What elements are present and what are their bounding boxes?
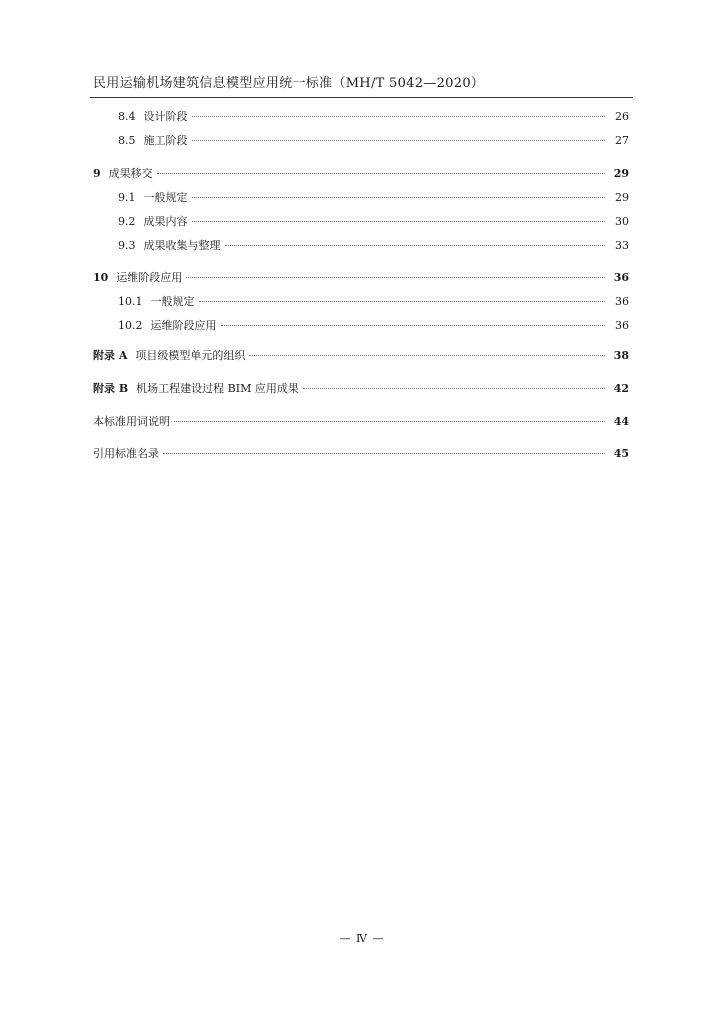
toc-entry-8-5[interactable] [118, 131, 629, 149]
toc-entry-9-2[interactable] [118, 212, 629, 230]
toc-entry-number: 10.1 [118, 294, 143, 308]
toc-entry-number: 8.5 [118, 133, 136, 147]
toc-entry-title: 成果移交 [108, 167, 153, 180]
toc-leader-dots [174, 421, 605, 422]
toc-entry-page: 36 [615, 318, 629, 332]
toc-entry-10-1[interactable] [118, 292, 629, 310]
running-header: 民用运输机场建筑信息模型应用统一标准（MH/T 5042—2020） [93, 76, 485, 91]
toc-entry-number: 9.2 [118, 214, 136, 228]
toc-leader-dots [192, 140, 606, 141]
toc-entry-title: 引用标准名录 [93, 447, 159, 460]
toc-entry-title: 项目级模型单元的组织 [135, 349, 246, 362]
toc-entry-title: 施工阶段 [143, 134, 188, 147]
toc-entry-number: 附录 A [93, 349, 128, 362]
toc-leader-dots [163, 453, 605, 454]
toc-entry-9-3[interactable] [118, 236, 629, 254]
toc-entry-page: 45 [613, 446, 629, 460]
toc-entry-number: 附录 B [93, 382, 129, 395]
toc-entry-number: 8.4 [118, 109, 136, 123]
toc-entry-page: 33 [615, 238, 629, 252]
toc-entry-title: 一般规定 [150, 295, 195, 308]
page-number: — Ⅳ — [339, 932, 385, 945]
toc-leader-dots [249, 355, 605, 356]
toc-entry-page: 27 [615, 133, 629, 147]
toc-entry-number: 10.2 [118, 318, 143, 332]
toc-entry-page: 26 [615, 109, 629, 123]
toc-leader-dots [157, 173, 605, 174]
toc-entry-number: 9.1 [118, 190, 136, 204]
toc-leader-dots [199, 301, 606, 302]
toc-entry-number: 9 [93, 166, 101, 180]
toc-leader-dots [303, 388, 605, 389]
toc-leader-dots [221, 325, 606, 326]
toc-entry-page: 36 [613, 270, 629, 284]
toc-entry-page: 29 [615, 190, 629, 204]
toc-entry-page: 36 [615, 294, 629, 308]
toc-entry-10[interactable] [93, 268, 629, 286]
toc-entry-appendix-b[interactable] [93, 379, 629, 397]
toc-entry-title: 机场工程建设过程 BIM 应用成果 [136, 382, 299, 395]
toc-leader-dots [192, 197, 606, 198]
toc-entry-page: 29 [613, 166, 629, 180]
toc-entry-page: 44 [613, 414, 629, 428]
toc-entry-terms[interactable] [93, 412, 629, 430]
toc-entry-title: 成果内容 [143, 215, 188, 228]
toc-leader-dots [192, 116, 606, 117]
toc-entry-title: 成果收集与整理 [143, 239, 221, 252]
toc-leader-dots [192, 221, 606, 222]
toc-entry-title: 一般规定 [143, 191, 188, 204]
toc-entry-number: 9.3 [118, 238, 136, 252]
toc-entry-title: 设计阶段 [143, 110, 188, 123]
toc-leader-dots [186, 277, 605, 278]
toc-entry-page: 38 [613, 348, 629, 362]
toc-entry-10-2[interactable] [118, 316, 629, 334]
toc-entry-number: 10 [93, 270, 109, 284]
toc-leader-dots [225, 245, 606, 246]
toc-entry-title: 本标准用词说明 [93, 415, 170, 428]
toc-entry-title: 运维阶段应用 [116, 271, 183, 284]
toc-entry-9[interactable] [93, 164, 629, 182]
toc-entry-page: 42 [613, 381, 629, 395]
toc-entry-references[interactable] [93, 444, 629, 462]
toc-entry-page: 30 [615, 214, 629, 228]
toc-entry-title: 运维阶段应用 [150, 319, 217, 332]
toc-entry-8-4[interactable] [118, 107, 629, 125]
toc-entry-9-1[interactable] [118, 188, 629, 206]
toc-entry-appendix-a[interactable] [93, 346, 629, 364]
